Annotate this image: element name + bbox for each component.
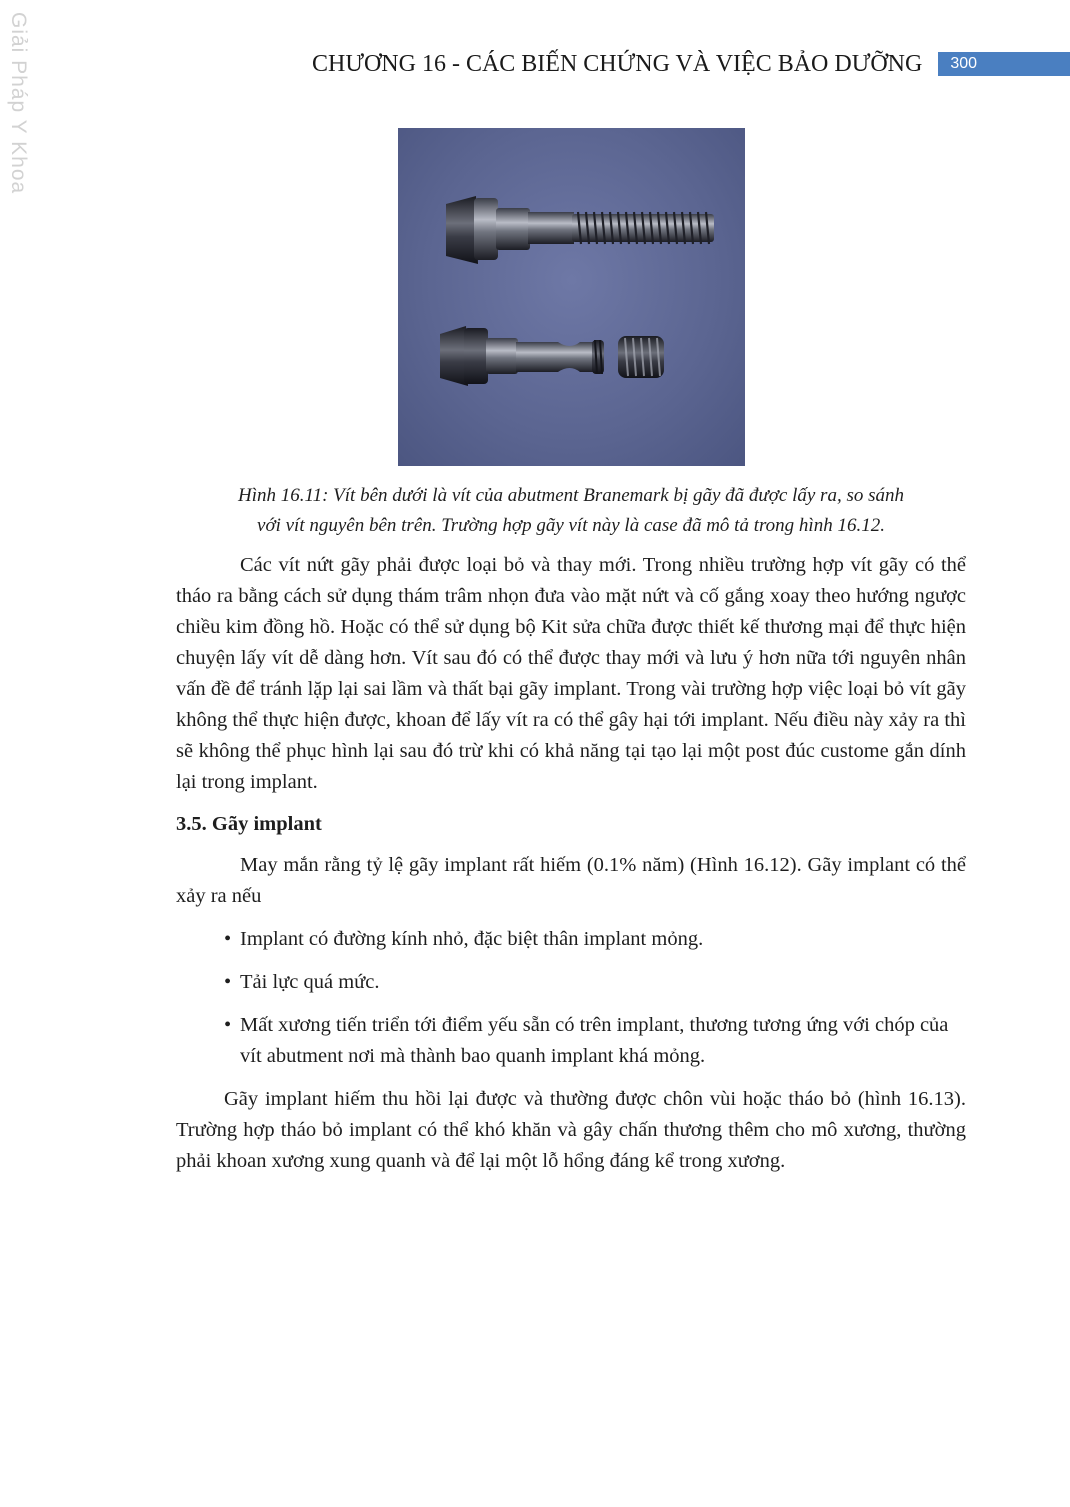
paragraph-2: May mắn rằng tỷ lệ gãy implant rất hiếm (0.1% năm) (Hình 16.12). Gãy implant có thể xảy ra nếu: [176, 854, 966, 907]
figure-photo: [398, 128, 745, 466]
paragraph-3: Gãy implant hiếm thu hồi lại được và thường được chôn vùi hoặc tháo bỏ (hình 16.13). Trường hợp tháo bỏ implant có thể khó khăn và gây chấn thương thêm cho mô xương, thường phải khoan xương xung quanh và để lại một lỗ hổng đáng kể trong xương.: [176, 1088, 966, 1172]
list-item-text: Tải lực quá mức.: [240, 971, 380, 993]
screw-photo-illustration: [398, 128, 745, 466]
caption-line-1: Hình 16.11: Vít bên dưới là vít của abutment Branemark bị gãy đã được lấy ra, so sánh: [238, 485, 904, 506]
figure-caption: [176, 481, 966, 541]
list-item: [224, 967, 966, 998]
broken-screw: [440, 326, 604, 386]
list-item: [224, 1010, 966, 1072]
screw-fragment: [618, 336, 664, 378]
bullet-marker: •: [224, 1014, 232, 1036]
body-content: [176, 550, 966, 1177]
list-item-text: Mất xương tiến triển tới điểm yếu sẵn có trên implant, thương tương ứng với chóp của vít abutment nơi mà thành bao quanh implant khá mỏng.: [240, 1014, 949, 1067]
watermark-text: Giải Pháp Y Khoa: [7, 12, 30, 195]
list-item: [224, 924, 966, 955]
bullet-marker: •: [224, 928, 232, 950]
bullet-marker: •: [224, 971, 232, 993]
intact-screw: [446, 196, 714, 264]
section-heading: 3.5. Gãy implant: [176, 813, 322, 835]
paragraph-1: Các vít nứt gãy phải được loại bỏ và thay mới. Trong nhiều trường hợp vít gãy có thể tháo ra bằng cách sử dụng thám trâm nhọn đưa vào mặt nứt và cố gắng xoay theo hướng ngược chiều kim đồng hồ. Hoặc có thể sử dụng bộ Kit sửa chữa được thiết kế thương mại để thực hiện chuyện lấy vít dễ dàng hơn. Vít sau đó có thể được thay mới và lưu ý hơn nữa tới nguyên nhân vấn đề để tránh lặp lại sai lầm và thất bại gãy implant. Trong vài trường hợp việc loại bỏ vít gãy không thể thực hiện được, khoan để lấy vít ra có thể gây hại tới implant. Nếu điều này xảy ra thì sẽ không thể phục hình lại sau đó trừ khi có khả năng tại tạo lại một post đúc custome gắn dính lại trong implant.: [176, 554, 966, 793]
chapter-title: CHƯƠNG 16 - CÁC BIẾN CHỨNG VÀ VIỆC BẢO DƯỠNG: [312, 50, 923, 77]
list-item-text: Implant có đường kính nhỏ, đặc biệt thân implant mỏng.: [240, 928, 704, 950]
page-number-badge: 300: [938, 52, 1070, 76]
page-header: [312, 48, 1070, 80]
caption-line-2: với vít nguyên bên trên. Trường hợp gãy vít này là case đã mô tả trong hình 16.12.: [257, 515, 885, 536]
bullet-list: [224, 924, 966, 1072]
